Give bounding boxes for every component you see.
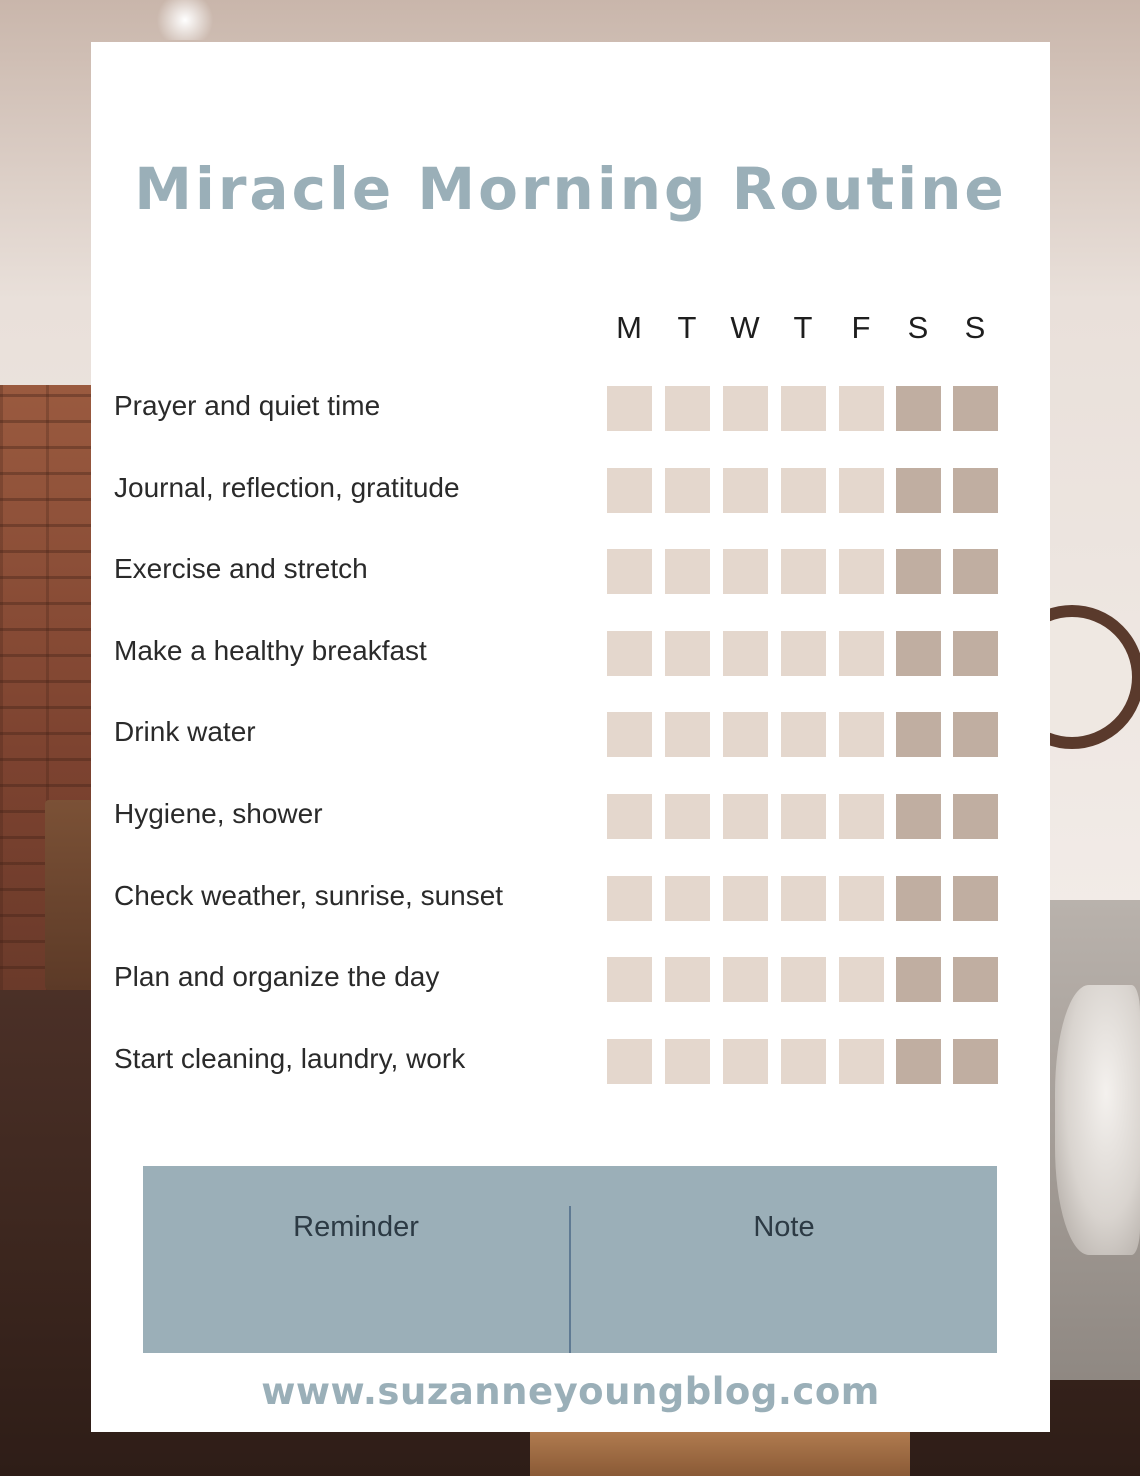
checkbox-day-5[interactable] [896, 794, 941, 839]
checkbox-day-4[interactable] [839, 794, 884, 839]
day-header-1: T [677, 310, 697, 345]
task-label: Prayer and quiet time [114, 390, 381, 421]
checkbox-day-5[interactable] [896, 631, 941, 676]
checkbox-day-5[interactable] [896, 712, 941, 757]
task-row [114, 1039, 1004, 1085]
checkbox-day-5[interactable] [896, 386, 941, 431]
checkbox-day-2[interactable] [723, 712, 768, 757]
task-row [114, 386, 1004, 432]
ceiling-light [150, 0, 220, 40]
day-header-2: W [730, 310, 760, 345]
checkbox-day-3[interactable] [781, 631, 826, 676]
checkbox-day-6[interactable] [953, 631, 998, 676]
fur-throw [1055, 985, 1140, 1255]
task-row [114, 468, 1004, 514]
checkbox-day-6[interactable] [953, 386, 998, 431]
checkbox-day-0[interactable] [607, 712, 652, 757]
day-header-4: F [851, 310, 871, 345]
checkbox-day-2[interactable] [723, 1039, 768, 1084]
checkbox-day-4[interactable] [839, 876, 884, 921]
checkbox-day-4[interactable] [839, 386, 884, 431]
checkbox-day-1[interactable] [665, 386, 710, 431]
checkbox-day-5[interactable] [896, 876, 941, 921]
checkbox-day-5[interactable] [896, 549, 941, 594]
checkbox-day-1[interactable] [665, 468, 710, 513]
checkbox-day-3[interactable] [781, 957, 826, 1002]
checkbox-day-6[interactable] [953, 957, 998, 1002]
checkbox-day-5[interactable] [896, 1039, 941, 1084]
task-label: Start cleaning, laundry, work [114, 1043, 466, 1074]
checkbox-day-6[interactable] [953, 549, 998, 594]
checkbox-day-4[interactable] [839, 712, 884, 757]
task-label: Exercise and stretch [114, 553, 368, 584]
checkbox-day-4[interactable] [839, 631, 884, 676]
coffee-table [530, 1432, 910, 1476]
checkbox-day-5[interactable] [896, 468, 941, 513]
checkbox-day-4[interactable] [839, 468, 884, 513]
checkbox-day-0[interactable] [607, 468, 652, 513]
day-header-3: T [793, 310, 813, 345]
checkbox-day-0[interactable] [607, 876, 652, 921]
day-header-5: S [907, 310, 929, 345]
checkbox-day-6[interactable] [953, 876, 998, 921]
task-label: Check weather, sunrise, sunset [114, 880, 504, 911]
footer-url[interactable]: www.suzanneyoungblog.com [261, 1370, 880, 1413]
checkbox-day-3[interactable] [781, 549, 826, 594]
routine-sheet [91, 42, 1050, 1432]
task-label: Plan and organize the day [114, 961, 440, 992]
task-row [114, 549, 1004, 595]
checkbox-day-4[interactable] [839, 1039, 884, 1084]
checkbox-day-3[interactable] [781, 794, 826, 839]
task-label: Hygiene, shower [114, 798, 323, 829]
note-label: Note [753, 1211, 815, 1243]
checkbox-day-1[interactable] [665, 876, 710, 921]
task-label: Drink water [114, 716, 256, 747]
task-row [114, 712, 1004, 758]
page-title: Miracle Morning Routine [134, 155, 1007, 223]
chair [45, 800, 93, 990]
checkbox-day-4[interactable] [839, 957, 884, 1002]
checkbox-day-2[interactable] [723, 386, 768, 431]
checkbox-day-0[interactable] [607, 957, 652, 1002]
task-label: Make a healthy breakfast [114, 635, 427, 666]
day-header-0: M [616, 310, 642, 345]
checkbox-day-0[interactable] [607, 794, 652, 839]
checkbox-day-2[interactable] [723, 468, 768, 513]
task-row [114, 876, 1004, 922]
checkbox-day-6[interactable] [953, 794, 998, 839]
checkbox-day-2[interactable] [723, 876, 768, 921]
checkbox-day-0[interactable] [607, 1039, 652, 1084]
checkbox-day-4[interactable] [839, 549, 884, 594]
day-header-6: S [964, 310, 986, 345]
checkbox-day-0[interactable] [607, 386, 652, 431]
checkbox-day-6[interactable] [953, 468, 998, 513]
checkbox-day-1[interactable] [665, 957, 710, 1002]
checkbox-day-6[interactable] [953, 1039, 998, 1084]
reminder-label: Reminder [293, 1211, 419, 1243]
checkbox-day-1[interactable] [665, 549, 710, 594]
checkbox-day-1[interactable] [665, 794, 710, 839]
checkbox-day-1[interactable] [665, 631, 710, 676]
checkbox-day-2[interactable] [723, 794, 768, 839]
checkbox-day-3[interactable] [781, 386, 826, 431]
checkbox-day-6[interactable] [953, 712, 998, 757]
checkbox-day-5[interactable] [896, 957, 941, 1002]
checkbox-day-3[interactable] [781, 876, 826, 921]
checkbox-day-3[interactable] [781, 1039, 826, 1084]
checkbox-day-1[interactable] [665, 712, 710, 757]
checkbox-day-0[interactable] [607, 631, 652, 676]
checkbox-day-3[interactable] [781, 468, 826, 513]
task-row [114, 631, 1004, 677]
checkbox-day-0[interactable] [607, 549, 652, 594]
checkbox-day-3[interactable] [781, 712, 826, 757]
notes-panel [143, 1166, 997, 1353]
checkbox-day-1[interactable] [665, 1039, 710, 1084]
task-row [114, 794, 1004, 840]
checkbox-day-2[interactable] [723, 549, 768, 594]
checkbox-day-2[interactable] [723, 631, 768, 676]
task-row [114, 957, 1004, 1003]
checkbox-day-2[interactable] [723, 957, 768, 1002]
task-label: Journal, reflection, gratitude [114, 472, 460, 503]
